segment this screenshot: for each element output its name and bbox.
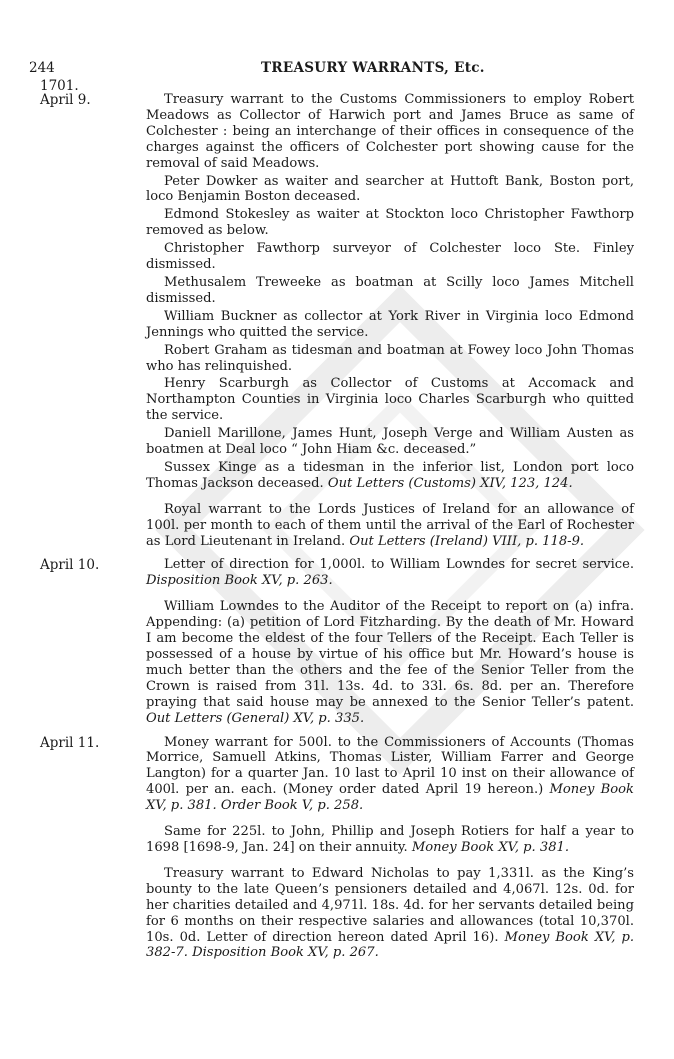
entry-paragraph [146, 460, 634, 492]
entry-paragraph [146, 557, 634, 589]
entries-list [40, 92, 640, 969]
paragraph-text: Methusalem Treweeke as boatman at Scilly loco James Mitchell dismissed. [146, 274, 634, 306]
entry-date: April 11. [40, 734, 100, 751]
paragraph-text: Edmond Stokesley as waiter at Stockton loco Christopher Fawthorp removed as below. [146, 207, 634, 239]
entry-paragraph [146, 376, 634, 424]
source-reference: Out Letters (Customs) XIV, 123, 124. [327, 475, 573, 491]
entry-april-10 [40, 557, 640, 726]
page-number: 244 [29, 60, 55, 76]
paragraph-text: Sussex Kinge as a tidesman in the inferior list, London port loco Thomas Jackson deceased. [146, 459, 634, 491]
running-head: TREASURY WARRANTS, Etc. [261, 60, 485, 76]
entry-paragraph [146, 866, 634, 961]
entry-paragraph [146, 824, 634, 856]
paragraph-text: William Buckner as collector at York River in Virginia loco Edmond Jennings who quitted the service. [146, 308, 634, 340]
paragraph-text: Treasury warrant to the Customs Commissioners to employ Robert Meadows as Collector of Harwich port and James Bruce as same of Colchester : being an interchange of their offices in consequence of the charges against the officers of Colchester port showing cause for the removal of said Meadows. [146, 92, 634, 171]
source-reference: Money Book XV, p. 381. [411, 839, 570, 855]
entry-paragraph [146, 343, 634, 375]
paragraph-text: Royal warrant to the Lords Justices of Ireland for an allowance of 100l. per month to each of them until the arrival of the Earl of Rochester as Lord Lieutenant in Ireland. [146, 501, 634, 549]
entry-april-11 [40, 735, 640, 962]
paragraph-text: Peter Dowker as waiter and searcher at Huttoft Bank, Boston port, loco Benjamin Boston deceased. [146, 173, 634, 205]
source-reference: Money Book XV, p. 382-7. Disposition Book XV, p. 267. [146, 929, 634, 961]
entry-paragraph [146, 207, 634, 239]
entry-paragraph [146, 735, 634, 815]
entry-paragraph [146, 502, 634, 550]
paragraph-text: Daniell Marillone, James Hunt, Joseph Verge and William Austen as boatmen at Deal loco “ John Hiam &c. deceased.” [146, 426, 634, 458]
entry-paragraph [146, 275, 634, 307]
source-reference: Disposition Book XV, p. 263. [146, 573, 333, 589]
source-reference: Out Letters (Ireland) VIII, p. 118-9. [349, 533, 585, 549]
paragraph-text: Same for 225l. to John, Phillip and Joseph Rotiers for half a year to 1698 [1698-9, Jan. 24] on their annuity. [146, 824, 634, 855]
entry-date: April 9. [40, 92, 91, 108]
paragraph-text: Henry Scarburgh as Collector of Customs at Accomack and Northampton Counties in Virginia loco Charles Scarburgh who quitted the service. [146, 376, 634, 424]
entry-paragraph [146, 599, 634, 726]
paragraph-text: William Lowndes to the Auditor of the Receipt to report on (a) infra. Appending: (a) petition of Lord Fitzharding. By the death of Mr. Howard I am become the eldest of the four Tellers of the Receipt. Each Teller is possessed of a house by virtue of his office but Mr. Howard’s house is much better than the others and the fee of the Senior Teller from the Crown is raised from 31l. 13s. 4d. to 33l. 6s. 8d. per an. Therefore praying that said house may be annexed to the Senior Teller’s patent. [146, 599, 634, 710]
paragraph-text: Letter of direction for 1,000l. to William Lowndes for secret service. [164, 557, 634, 573]
year-label: 1701. [40, 78, 79, 94]
entry-body [146, 557, 634, 726]
entry-paragraph [146, 309, 634, 341]
entry-date: April 10. [40, 557, 100, 574]
entry-paragraph [146, 174, 634, 206]
page-header [29, 60, 639, 80]
entry-paragraph [146, 241, 634, 273]
entry-body [146, 735, 634, 962]
source-reference: Money Book XV, p. 381. Order Book V, p. 258. [146, 782, 634, 814]
source-reference: Out Letters (General) XV, p. 335. [146, 710, 365, 726]
entry-body [146, 92, 634, 549]
entry-april-9 [40, 92, 640, 549]
paragraph-text: Money warrant for 500l. to the Commissioners of Accounts (Thomas Morrice, Samuell Atkins, Thomas Lister, William Farrer and George Langton) for a quarter Jan. 10 last to April 10 inst on their allowance of 400l. per an. each. (Money order dated April 19 hereon.) [146, 734, 634, 798]
paragraph-text: Treasury warrant to Edward Nicholas to pay 1,331l. as the King’s bounty to the late Queen’s pensioners detailed and 4,067l. 12s. 0d. for her charities detailed and 4,971l. 18s. 4d. for her servants detailed being for 6 months on their respective salaries and allowances (total 10,370l. 10s. 0d. Letter of direction hereon dated April 16). [146, 865, 634, 945]
entry-paragraph [146, 426, 634, 458]
paragraph-text: Christopher Fawthorp surveyor of Colchester loco Ste. Finley dismissed. [146, 241, 634, 273]
entry-paragraph [146, 92, 634, 172]
paragraph-text: Robert Graham as tidesman and boatman at Fowey loco John Thomas who has relinquished. [146, 342, 634, 374]
